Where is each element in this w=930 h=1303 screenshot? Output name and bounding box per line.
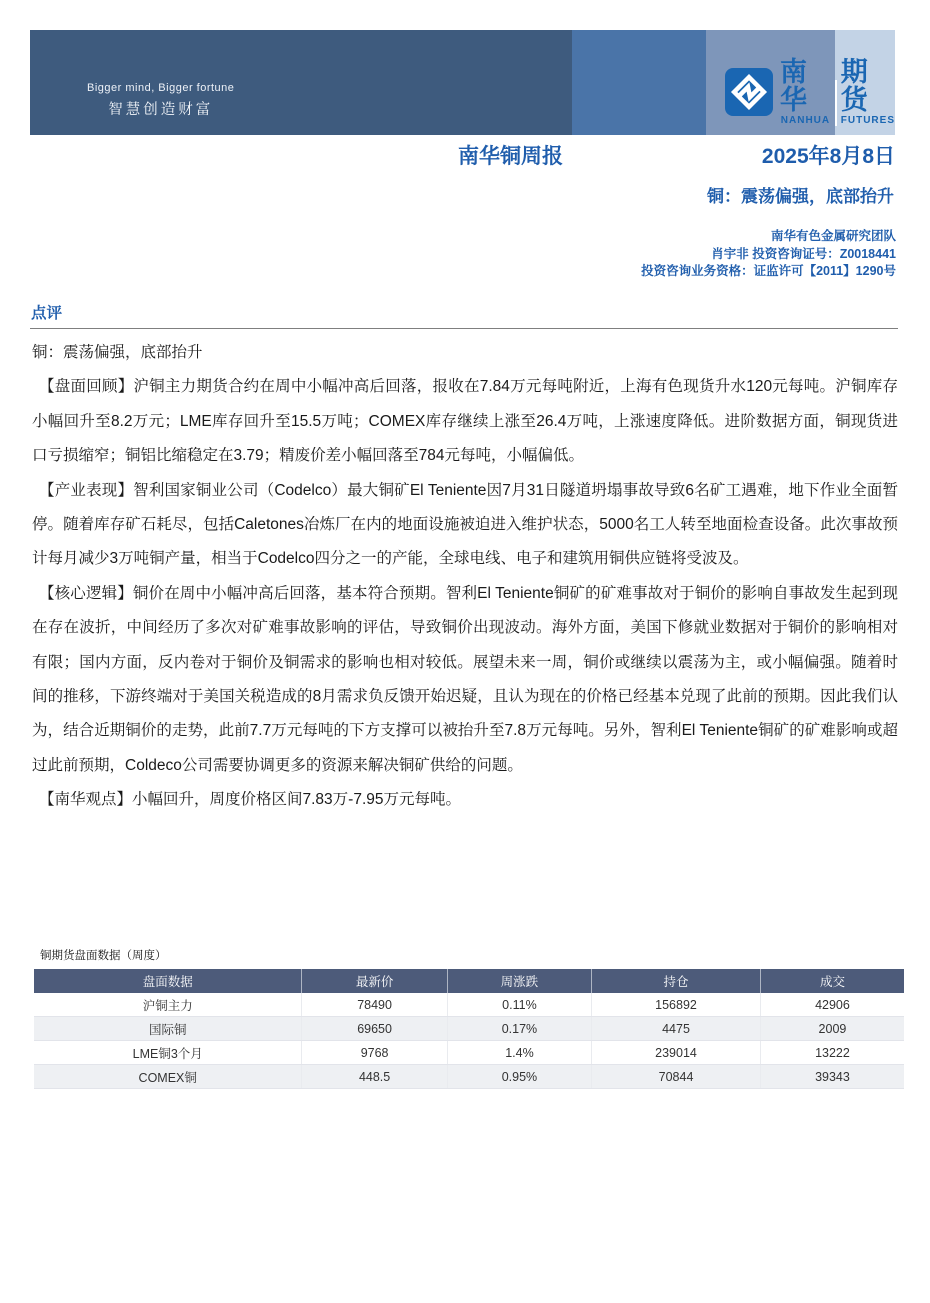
table-header-row: [34, 969, 904, 993]
table-row: [34, 1065, 904, 1089]
report-date: 2025年8月8日: [761, 145, 895, 168]
table-caption: 铜期货盘面数据（周度）: [40, 950, 167, 962]
header-banner: [30, 30, 895, 135]
logo-en-right: FUTURES: [840, 115, 895, 126]
paragraph-industry: 【产业表现】智利国家铜业公司（Codelco）最大铜矿El Teniente因7月31日隧道坍塌事故导致6名矿工遇难，地下作业全面暂停。随着库存矿石耗尽，包括Caletones冶炼厂在内的地面设施被迫进入维护状态，5000名工人转至地面检查设备。此次事故预计每月减少3万吨铜产量，相当于Codelco四分之一的产能，全球电线、电子和建筑用铜供应链将受波及。: [32, 481, 898, 568]
logo-en-left: NANHUA: [780, 115, 831, 126]
nanhua-logo-wordmark: [780, 58, 895, 126]
team-name: 南华有色金属研究团队: [770, 229, 896, 243]
column-header: 持仓: [592, 969, 761, 993]
slogan-english: Bigger mind, Bigger fortune: [87, 82, 235, 94]
table-row: [34, 1017, 904, 1041]
table-cell: 国际铜: [34, 1017, 302, 1041]
banner-band-medium: [572, 30, 706, 135]
table-cell: 69650: [302, 1017, 447, 1041]
table-row: [34, 1041, 904, 1065]
table-cell: 9768: [302, 1041, 447, 1065]
section-title-comment: 点评: [31, 305, 63, 322]
table-cell: 156892: [592, 993, 761, 1017]
business-qualification: 投资咨询业务资格：证监许可【2011】1290号: [641, 264, 896, 278]
table-cell: 78490: [302, 993, 447, 1017]
logo-zh-left: 南华: [780, 57, 808, 115]
table-cell: 0.11%: [447, 993, 591, 1017]
table-cell: 39343: [760, 1065, 904, 1089]
table-cell: 2009: [760, 1017, 904, 1041]
table-cell: 448.5: [302, 1065, 447, 1089]
column-header: 最新价: [302, 969, 447, 993]
nanhua-diamond-icon: [725, 68, 773, 116]
logo-zh-right: 期货: [840, 57, 869, 115]
table-cell: COMEX铜: [34, 1065, 302, 1089]
table-cell: 1.4%: [447, 1041, 591, 1065]
comment-headline: 铜：震荡偏强，底部抬升: [32, 344, 203, 361]
comment-body: [32, 336, 898, 818]
report-subtitle: 铜：震荡偏强，底部抬升: [707, 187, 894, 206]
table-cell: 0.95%: [447, 1065, 591, 1089]
table-cell: 70844: [592, 1065, 761, 1089]
column-header: 成交: [760, 969, 904, 993]
futures-data-table: [34, 969, 904, 1089]
section-divider: [30, 328, 898, 329]
report-title: 南华铜周报: [458, 145, 563, 168]
nanhua-logo: [725, 58, 895, 126]
table-cell: 沪铜主力: [34, 993, 302, 1017]
table-cell: 0.17%: [447, 1017, 591, 1041]
paragraph-market-review: 【盘面回顾】沪铜主力期货合约在周中小幅冲高后回落，报收在7.84万元每吨附近，上海有色现货升水120元每吨。沪铜库存小幅回升至8.2万元；LME库存回升至15.5万吨；COMEX库存继续上涨至26.4万吨，上涨速度降低。进阶数据方面，铜现货进口亏损缩窄；铜铝比缩稳定在3.79；精废价差小幅回落至784元每吨，小幅偏低。: [32, 378, 898, 465]
slogan-chinese: 智慧创造财富: [108, 102, 214, 118]
analyst-credential: 肖宇非 投资咨询证号：Z0018441: [711, 246, 896, 261]
table-cell: 239014: [592, 1041, 761, 1065]
logo-divider: [835, 80, 837, 126]
research-team-block: [641, 228, 896, 281]
paragraph-nanhua-view: 【南华观点】小幅回升，周度价格区间7.83万-7.95万元每吨。: [39, 791, 461, 809]
table-cell: LME铜3个月: [34, 1041, 302, 1065]
paragraph-core-logic: 【核心逻辑】铜价在周中小幅冲高后回落，基本符合预期。智利El Teniente铜矿的矿难事故对于铜价的影响自事故发生起到现在存在波折，中间经历了多次对矿难事故影响的评估，导致铜价出现波动。海外方面，美国下修就业数据对于铜价的影响相对有限；国内方面，反内卷对于铜价及铜需求的影响也相对较低。展望未来一周，铜价或继续以震荡为主，或小幅偏强。随着时间的推移，下游终端对于美国关税造成的8月需求负反馈开始迟疑，且认为现在的价格已经基本兑现了此前的预期。因此我们认为，结合近期铜价的走势，此前7.7万元每吨的下方支撑可以被抬升至7.8万元每吨。另外，智利El Teniente铜矿的矿难影响或超过此前预期，Coldeco公司需要协调更多的资源来解决铜矿供给的问题。: [32, 584, 898, 774]
brand-slogan: [87, 82, 234, 119]
table-cell: 4475: [592, 1017, 761, 1041]
table-row: [34, 993, 904, 1017]
table-cell: 42906: [760, 993, 904, 1017]
column-header: 周涨跌: [447, 969, 591, 993]
table-cell: 13222: [760, 1041, 904, 1065]
column-header: 盘面数据: [34, 969, 302, 993]
